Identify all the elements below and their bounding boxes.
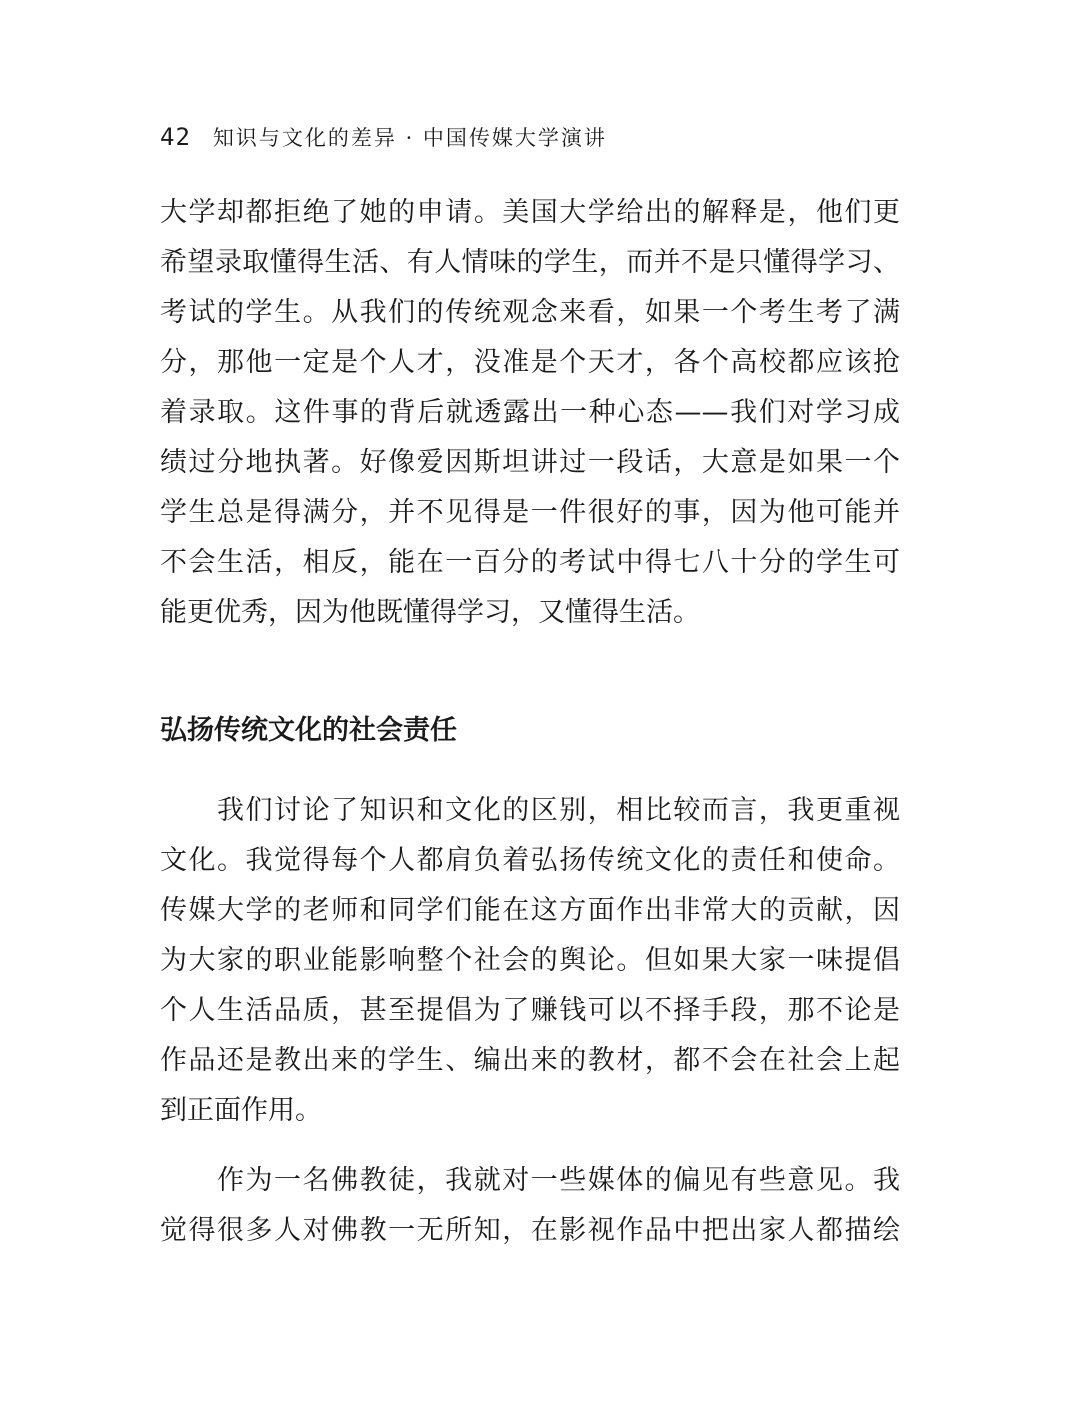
paragraph-line: 考试的学生。从我们的传统观念来看，如果一个考生考了满 [160,297,900,328]
paragraph-line: 我们讨论了知识和文化的区别，相比较而言，我更重视 [217,795,900,826]
running-header-title: 知识与文化的差异 · 中国传媒大学演讲 [212,126,607,150]
paragraph-line: 着录取。这件事的背后就透露出一种心态——我们对学习成 [160,397,900,428]
paragraph-line: 作品还是教出来的学生、编出来的教材，都不会在社会上起 [160,1045,900,1076]
running-header [160,122,607,158]
paragraph-line: 学生总是得满分，并不见得是一件很好的事，因为他可能并 [160,497,900,528]
paragraph-line: 分，那他一定是个人才，没准是个天才，各个高校都应该抢 [160,347,900,378]
paragraph-line: 到正面作用。 [160,1095,322,1126]
paragraph-line: 绩过分地执著。好像爱因斯坦讲过一段话，大意是如果一个 [160,447,900,478]
paragraph-line: 希望录取懂得生活、有人情味的学生，而并不是只懂得学习、 [160,247,900,278]
paragraph-line: 个人生活品质，甚至提倡为了赚钱可以不择手段，那不论是 [160,995,900,1026]
paragraph-line: 为大家的职业能影响整个社会的舆论。但如果大家一味提倡 [160,945,900,976]
paragraph-2 [160,786,900,1136]
paragraph-line: 作为一名佛教徒，我就对一些媒体的偏见有些意见。我 [217,1165,900,1196]
paragraph-line: 觉得很多人对佛教一无所知，在影视作品中把出家人都描绘 [160,1215,900,1246]
paragraph-line: 不会生活，相反，能在一百分的考试中得七八十分的学生可 [160,547,900,578]
paragraph-line: 能更优秀，因为他既懂得学习，又懂得生活。 [160,597,700,628]
paragraph-line: 传媒大学的老师和同学们能在这方面作出非常大的贡献，因 [160,895,900,926]
section-heading: 弘扬传统文化的社会责任 [160,715,457,746]
paragraph-1 [160,188,900,638]
paragraph-3 [160,1156,900,1256]
paragraph-line: 文化。我觉得每个人都肩负着弘扬传统文化的责任和使命。 [160,845,900,876]
page-number: 42 [160,123,191,151]
paragraph-line: 大学却都拒绝了她的申请。美国大学给出的解释是，他们更 [160,197,900,228]
